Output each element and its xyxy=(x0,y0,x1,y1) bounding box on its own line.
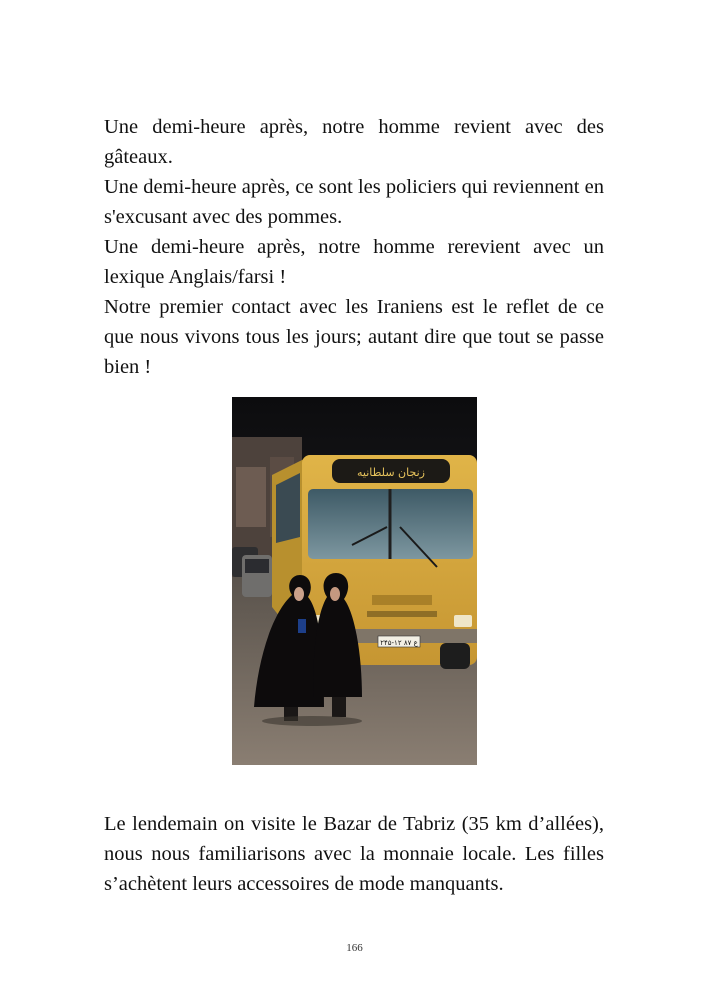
page-number: 166 xyxy=(346,942,363,954)
bottom-text-block xyxy=(104,809,604,899)
paragraph-gateaux: Une demi-heure après, notre homme revient avec des gâteaux. xyxy=(104,116,604,168)
bus-license-plate: ۲۴۵-۱۲ ع ۸۷ xyxy=(380,639,418,647)
paragraph-lexique: Une demi-heure après, notre homme rerevient avec un lexique Anglais/farsi ! xyxy=(104,236,604,288)
paragraph-policiers: Une demi-heure après, ce sont les policiers qui reviennent en s'excusant avec des pommes. xyxy=(104,176,604,228)
photo-bus-women xyxy=(232,397,477,765)
paragraph-premier-contact: Notre premier contact avec les Iraniens est le reflet de ce que nous vivons tous les jours; autant dire que tout se passe bien ! xyxy=(104,296,604,378)
bus-destination-sign: زنجان سلطانیه xyxy=(357,466,425,479)
paragraph-bazar-tabriz: Le lendemain on visite le Bazar de Tabriz (35 km d’allées), nous nous familiarisons avec la monnaie locale. Les filles s’achètent leurs accessoires de mode manquants. xyxy=(104,813,604,895)
top-text-block xyxy=(104,112,604,382)
